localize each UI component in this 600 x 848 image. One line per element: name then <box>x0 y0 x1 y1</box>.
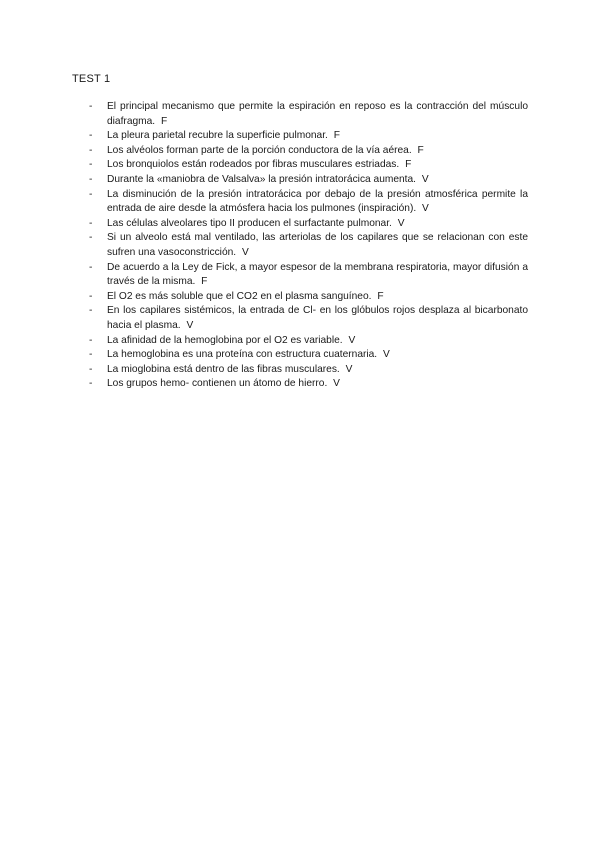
question-text: Los alvéolos forman parte de la porción conductora de la vía aérea. <box>107 144 412 156</box>
bullet-dash: - <box>89 290 93 302</box>
bullet-dash: - <box>89 363 93 375</box>
bullet-dash: - <box>89 217 93 229</box>
question-list <box>72 100 528 392</box>
question-item <box>72 217 528 232</box>
question-text: De acuerdo a la Ley de Fick, a mayor espesor de la membrana respiratoria, mayor difusión a través de la misma. <box>107 261 528 288</box>
question-item <box>72 129 528 144</box>
answer-label: V <box>422 203 429 215</box>
question-text: La pleura parietal recubre la superficie pulmonar. <box>107 130 328 142</box>
question-item <box>72 231 528 260</box>
question-item <box>72 261 528 290</box>
bullet-dash: - <box>89 349 93 361</box>
bullet-dash: - <box>89 232 93 244</box>
answer-label: F <box>417 144 424 156</box>
question-item <box>72 304 528 333</box>
question-item <box>72 173 528 188</box>
bullet-dash: - <box>89 378 93 390</box>
bullet-dash: - <box>89 144 93 156</box>
answer-label: V <box>383 349 390 361</box>
question-text: En los capilares sistémicos, la entrada de Cl- en los glóbulos rojos desplaza al bicarbonato hacia el plasma. <box>107 305 528 331</box>
question-text: Las células alveolares tipo II producen el surfactante pulmonar. <box>107 217 392 229</box>
bullet-dash: - <box>89 334 93 346</box>
question-text: Los bronquiolos están rodeados por fibras musculares estriadas. <box>107 159 400 171</box>
question-item <box>72 158 528 173</box>
answer-label: V <box>333 378 340 390</box>
question-item <box>72 188 528 217</box>
question-item <box>72 144 528 159</box>
question-text: Si un alveolo está mal ventilado, las arteriolas de los capilares que se relacionan con este sufren una vasoconstricción. <box>107 232 528 258</box>
answer-label: F <box>377 290 384 302</box>
question-text: La afinidad de la hemoglobina por el O2 es variable. <box>107 334 343 346</box>
bullet-dash: - <box>89 173 93 185</box>
bullet-dash: - <box>89 101 93 112</box>
question-item <box>72 348 528 363</box>
answer-label: F <box>201 276 208 288</box>
bullet-dash: - <box>89 305 93 317</box>
answer-label: V <box>397 217 405 229</box>
bullet-dash: - <box>89 130 93 142</box>
answer-label: F <box>333 130 340 142</box>
question-text: El principal mecanismo que permite la espiración en reposo es la contracción del músculo diafragma. <box>107 101 528 127</box>
bullet-dash: - <box>89 159 93 171</box>
question-text: La hemoglobina es una proteína con estructura cuaternaria. <box>107 349 378 361</box>
question-text: Los grupos hemo- contienen un átomo de hierro. <box>107 378 328 390</box>
question-text: Durante la «maniobra de Valsalva» la presión intratorácica aumenta. <box>107 173 417 185</box>
question-item <box>72 377 528 392</box>
answer-label: F <box>160 115 168 127</box>
question-text: El O2 es más soluble que el CO2 en el plasma sanguíneo. <box>107 290 372 302</box>
answer-label: V <box>348 334 356 346</box>
question-text: La disminución de la presión intratorácica por debajo de la presión atmosférica permite la entrada de aire desde la atmósfera hacia los pulmones (inspiración). <box>107 188 528 215</box>
bullet-dash: - <box>89 261 93 273</box>
question-item <box>72 290 528 305</box>
question-item <box>72 363 528 378</box>
answer-label: V <box>186 319 194 331</box>
document-title: TEST 1 <box>72 73 111 85</box>
question-item <box>72 100 528 129</box>
question-text: La mioglobina está dentro de las fibras musculares. <box>107 363 340 375</box>
answer-label: F <box>405 159 412 171</box>
answer-label: V <box>241 246 249 258</box>
question-item <box>72 334 528 349</box>
answer-label: V <box>345 363 353 375</box>
bullet-dash: - <box>89 188 93 200</box>
answer-label: V <box>421 173 429 185</box>
